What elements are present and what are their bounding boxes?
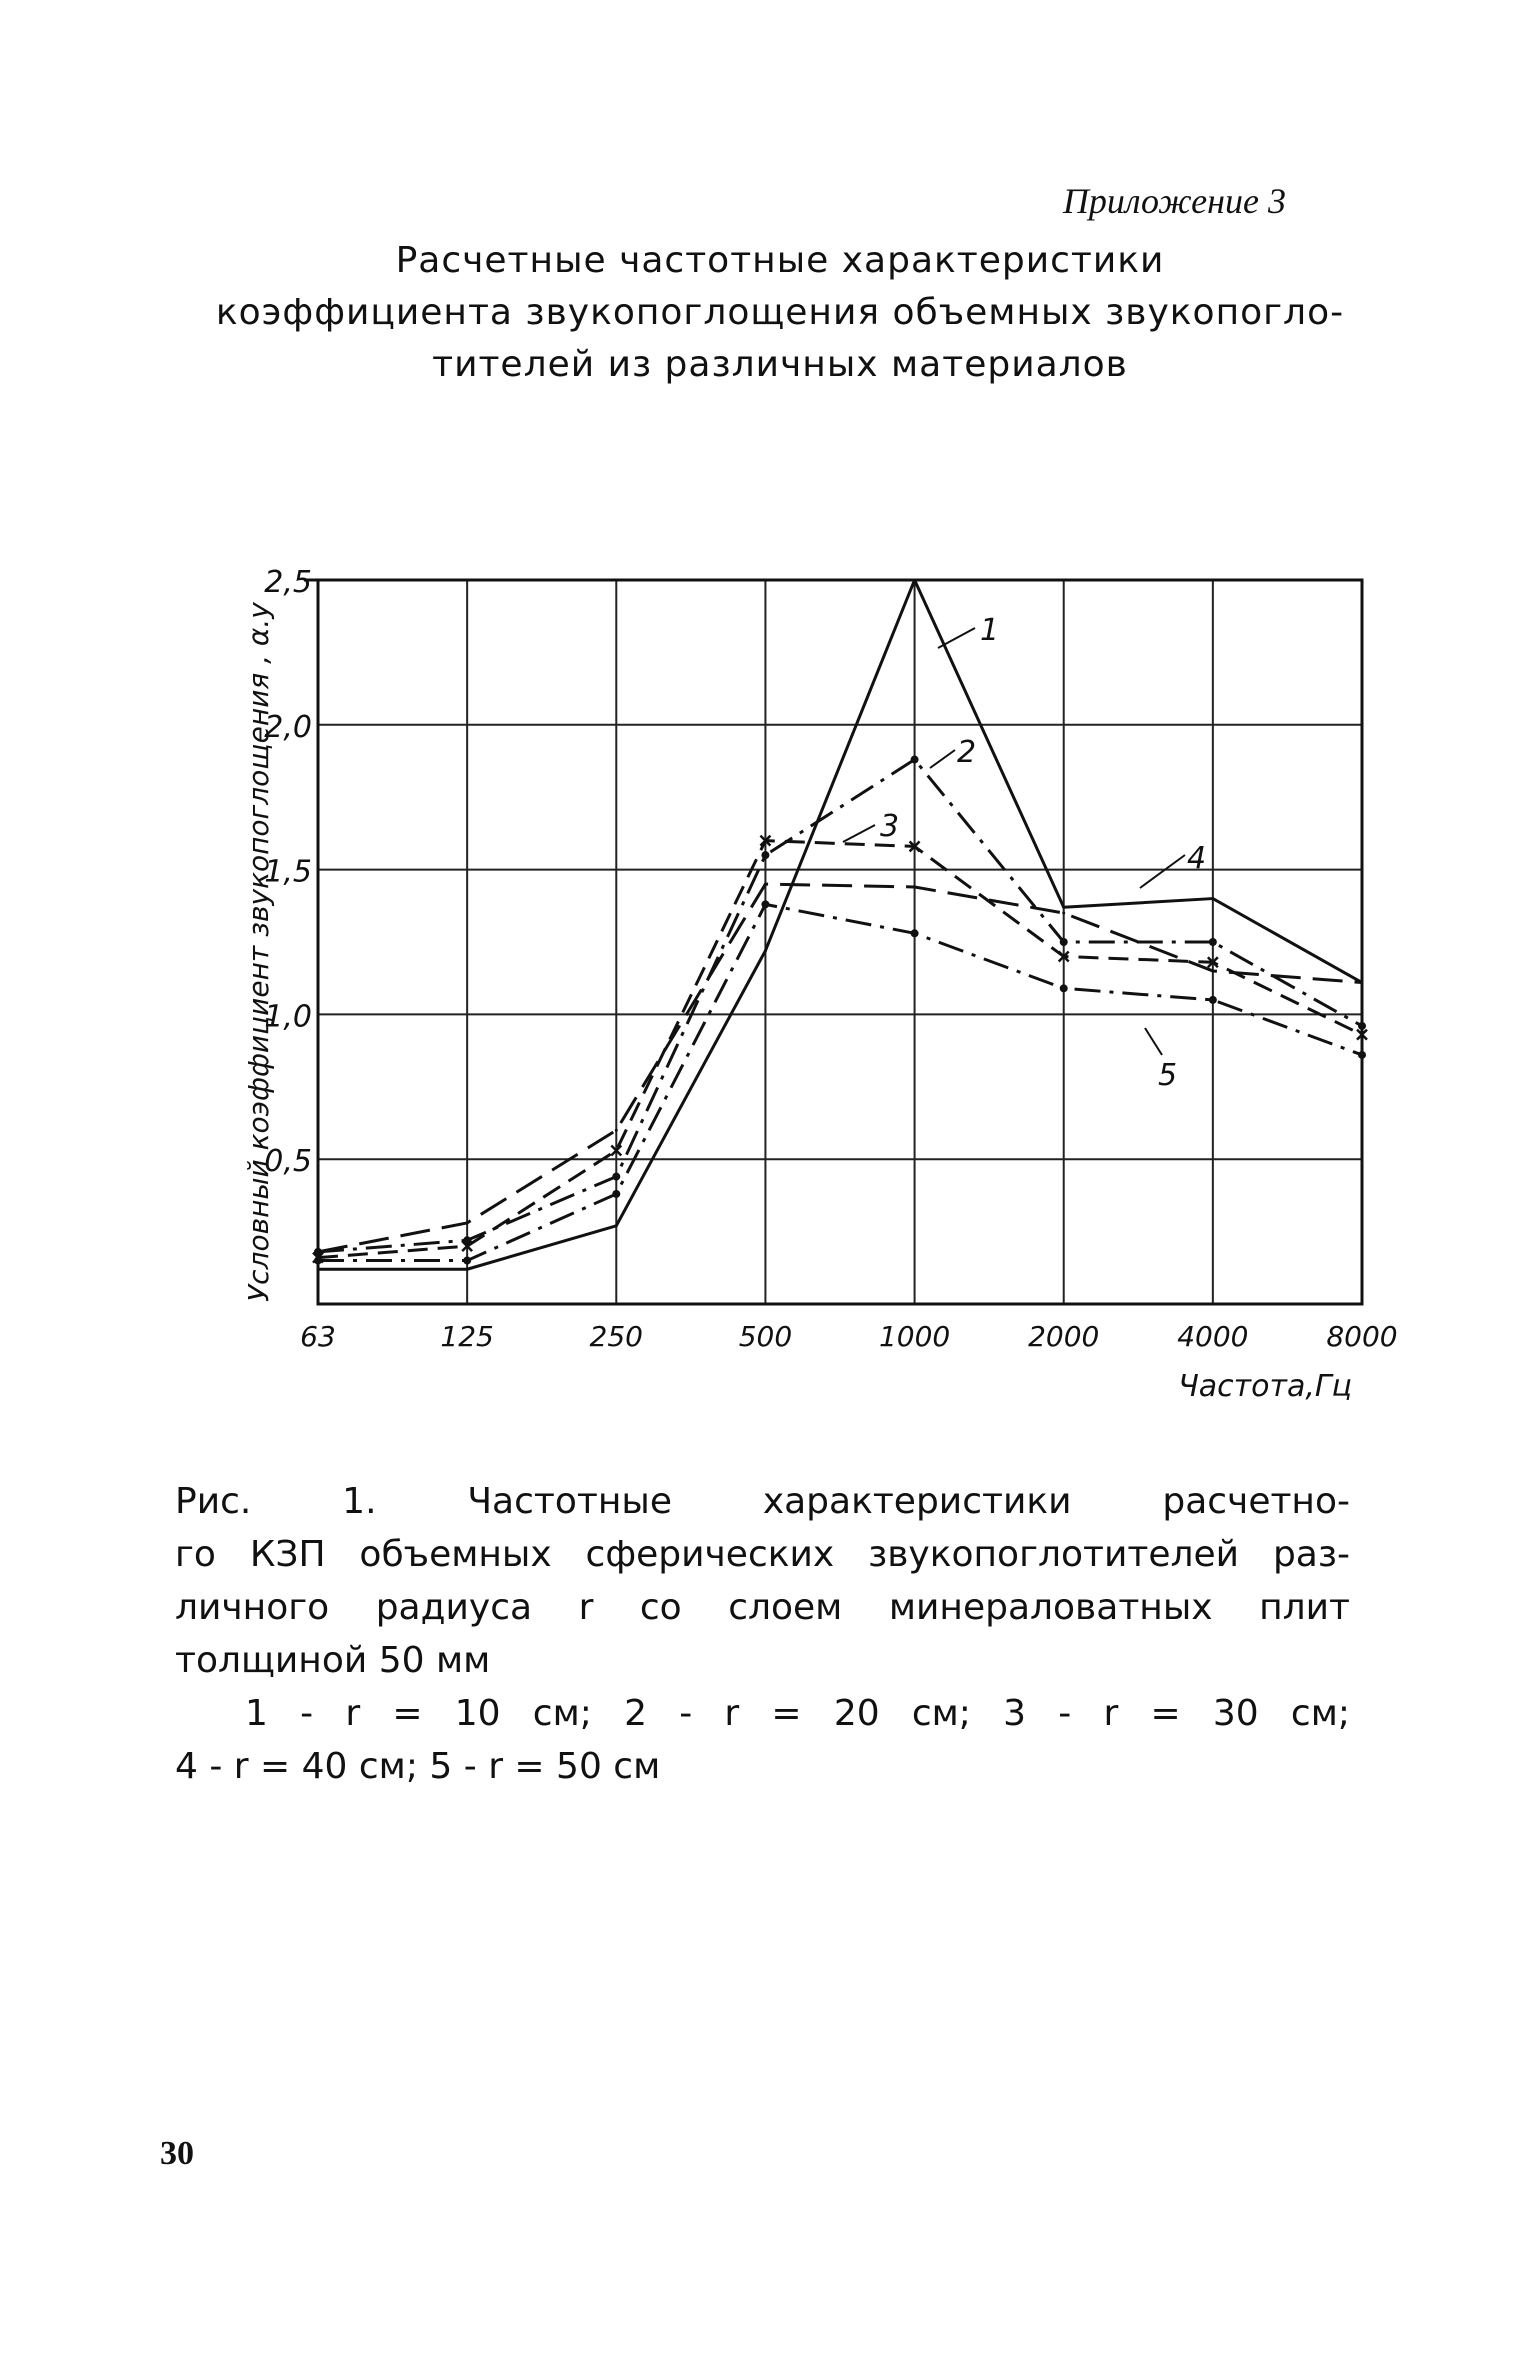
series-point-2 [911, 756, 919, 764]
x-tick-label: 2000 [1028, 1320, 1100, 1353]
series-callout-line [930, 750, 955, 768]
page-number: 30 [160, 2135, 194, 2172]
series-point-1 [1062, 906, 1065, 909]
absorption-chart [0, 540, 1536, 1420]
series-callout-line [1145, 1028, 1162, 1055]
caption-line: личного радиуса r со слоем минераловатных плит [175, 1587, 1350, 1628]
series-point-2 [1060, 938, 1068, 946]
series-point-1 [615, 1224, 618, 1227]
y-tick-label: 1,0 [264, 999, 312, 1035]
series-point-5 [463, 1257, 471, 1265]
series-point-5 [612, 1190, 620, 1198]
appendix-label: Приложение 3 [1062, 181, 1286, 221]
series-point-5 [911, 929, 919, 937]
series-point-1 [466, 1268, 469, 1271]
series-callout-label: 5 [1158, 1058, 1178, 1093]
x-tick-label: 250 [589, 1320, 644, 1353]
caption-line: го КЗП объемных сферических звукопоглотителей раз- [175, 1534, 1350, 1575]
y-tick-label: 2,0 [264, 709, 312, 745]
heading-line: Расчетные частотные характеристики [395, 240, 1165, 281]
heading-line: тителей из различных материалов [432, 344, 1128, 385]
series-line-1 [318, 580, 1362, 1269]
x-axis-title: Частота,Гц [1178, 1369, 1352, 1404]
heading-line: коэффициента звукопоглощения объемных звукопогло- [215, 292, 1345, 333]
caption-line: толщиной 50 мм [175, 1640, 491, 1681]
x-tick-label: 1000 [878, 1320, 951, 1353]
series-callout-line [938, 628, 975, 648]
series-point-5 [1209, 996, 1217, 1004]
series-callout-label: 3 [880, 809, 900, 844]
chart-series [313, 579, 1367, 1271]
x-tick-label: 125 [440, 1320, 494, 1353]
x-tick-label: 4000 [1177, 1320, 1249, 1353]
series-line-4 [318, 884, 1362, 1252]
series-point-1 [1211, 897, 1214, 900]
series-callout-label: 4 [1187, 841, 1207, 876]
series-line-2 [318, 760, 1362, 1252]
series-callout-line [843, 825, 875, 842]
series-point-2 [1209, 938, 1217, 946]
y-tick-label: 2,5 [264, 565, 312, 600]
series-line-5 [318, 904, 1362, 1260]
series-point-4 [1062, 912, 1065, 915]
caption-legend-line: 1 - r = 10 см; 2 - r = 20 см; 3 - r = 30 см; [245, 1693, 1350, 1734]
caption-line: Рис. 1. Частотные характеристики расчетно- [175, 1481, 1350, 1522]
series-point-5 [761, 900, 769, 908]
series-point-4 [615, 1129, 618, 1132]
series-point-5 [1060, 984, 1068, 992]
chart-labels [242, 565, 1398, 1404]
series-callout-label: 1 [980, 613, 1000, 648]
y-tick-label: 0,5 [264, 1144, 312, 1180]
series-point-4 [1211, 969, 1214, 972]
y-tick-label: 1,5 [264, 854, 312, 890]
series-callout-label: 2 [957, 735, 977, 770]
series-point-2 [612, 1173, 620, 1181]
x-tick-label: 500 [738, 1320, 793, 1353]
series-point-4 [913, 885, 916, 888]
x-tick-label: 8000 [1326, 1320, 1398, 1353]
series-callout-line [1140, 855, 1185, 888]
caption-legend-line: 4 - r = 40 см; 5 - r = 50 см [175, 1746, 661, 1787]
page-heading [200, 235, 1360, 391]
figure-caption [175, 1475, 1350, 1793]
series-point-2 [761, 851, 769, 859]
x-tick-label: 63 [300, 1320, 336, 1353]
series-point-4 [764, 883, 767, 886]
series-line-3 [318, 841, 1362, 1258]
series-point-1 [764, 949, 767, 952]
y-axis-title: Условный коэффициент звукопоглощения , α.у [242, 602, 275, 1302]
series-point-4 [466, 1221, 469, 1224]
